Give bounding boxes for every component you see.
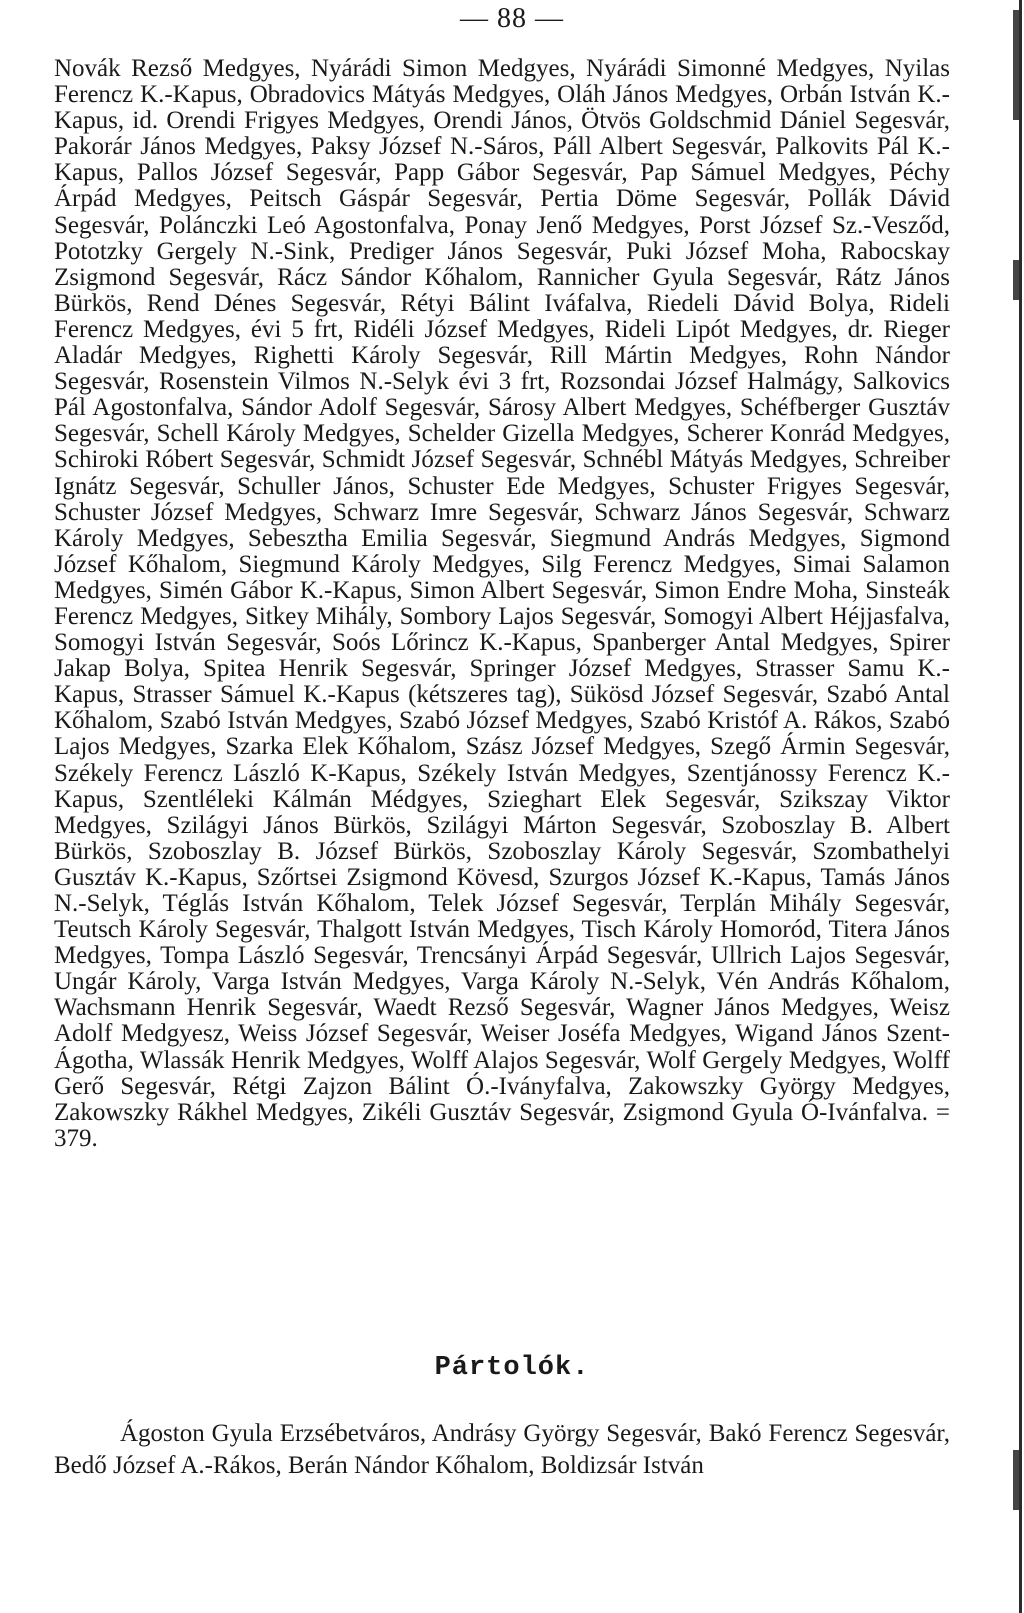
page-number: — 88 — <box>460 3 564 34</box>
page-edge-mark <box>1013 260 1019 300</box>
page-edge-line <box>1019 0 1022 1613</box>
members-list-paragraph: Novák Rezső Medgyes, Nyárádi Simon Medgyes, Nyárádi Simonné Medgyes, Nyilas Ferencz K.-Kapus, Obradovics Mátyás Medgyes, Oláh János Medgyes, Orbán István K.-Kapus, id. Orendi Frigyes Medgyes, Orendi János, Ötvös Goldschmid Dániel Segesvár, Pakorár János Medgyes, Paksy József N.-Sáros, Páll Albert Segesvár, Palkovits Pál K.-Kapus, Pallos József Segesvár, Papp Gábor Segesvár, Pap Sámuel Medgyes, Péchy Árpád Medgyes, Peitsch Gáspár Segesvár, Pertia Döme Segesvár, Pollák Dávid Segesvár, Polánczki Leó Agostonfalva, Ponay Jenő Medgyes, Porst József Sz.-Vesződ, Pototzky Gergely N.-Sink, Prediger János Segesvár, Puki József Moha, Rabocskay Zsigmond Segesvár, Rácz Sándor Kőhalom, Rannicher Gyula Segesvár, Rátz János Bürkös, Rend Dénes Segesvár, Rétyi Bálint Iváfalva, Riedeli Dávid Bolya, Rideli Ferencz Medgyes, évi 5 frt, Ridéli József Medgyes, Rideli Lipót Medgyes, dr. Rieger Aladár Medgyes, Righetti Károly Segesvár, Rill Mártin Medgyes, Rohn Nándor Segesvár, Rosenstein Vilmos N.-Selyk évi 3 frt, Rozsondai József Halmágy, Salkovics Pál Agostonfalva, Sándor Adolf Segesvár, Sárosy Albert Medgyes, Schéfberger Gusztáv Segesvár, Schell Károly Medgyes, Schelder Gizella Medgyes, Scherer Konrád Medgyes, Schiroki Róbert Segesvár, Schmidt József Segesvár, Schnébl Mátyás Medgyes, Schreiber Ignátz Segesvár, Schuller János, Schuster Ede Medgyes, Schuster Frigyes Segesvár, Schuster József Medgyes, Schwarz Imre Segesvár, Schwarz János Segesvár, Schwarz Károly Medgyes, Sebesztha Emilia Segesvár, Siegmund András Medgyes, Sigmond József Kőhalom, Siegmund Károly Medgyes, Silg Ferencz Medgyes, Simai Salamon Medgyes, Simén Gábor K.-Kapus, Simon Albert Segesvár, Simon Endre Moha, Sinsteák Ferencz Medgyes, Sitkey Mihály, Sombory Lajos Segesvár, Somogyi Albert Héjjasfalva, Somogyi István Segesvár, Soós Lőrincz K.-Kapus, Spanberger Antal Medgyes, Spirer Jakap Bolya, Spitea Henrik Segesvár, Springer József Medgyes, Strasser Samu K.-Kapus, Strasser Sámuel K.-Kapus (kétszeres tag), Sükösd József Segesvár, Szabó Antal Kőhalom, Szabó István Medgyes, Szabó József Medgyes, Szabó Kristóf A. Rákos, Szabó Lajos Medgyes, Szarka Elek Kőhalom, Szász József Medgyes, Szegő Ármin Segesvár, Székely Ferencz László K-Kapus, Székely István Medgyes, Szentjánossy Ferencz K.-Kapus, Szentléleki Kálmán Médgyes, Szieghart Elek Segesvár, Szikszay Viktor Medgyes, Szilágyi János Bürkös, Szilágyi Márton Segesvár, Szoboszlay B. Albert Bürkös, Szoboszlay B. József Bürkös, Szoboszlay Károly Segesvár, Szombathelyi Gusztáv K.-Kapus, Szőrtsei Zsigmond Kövesd, Szurgos József K.-Kapus, Tamás János N.-Selyk, Téglás István Kőhalom, Telek József Segesvár, Terplán Mihály Segesvár, Teutsch Károly Segesvár, Thalgott István Medgyes, Tisch Károly Homoród, Titera János Medgyes, Tompa László Segesvár, Trencsányi Árpád Segesvár, Ullrich Lajos Segesvár, Ungár Károly, Varga István Medgyes, Varga Károly N.-Selyk, Vén András Kőhalom, Wachsmann Henrik Segesvár, Waedt Rezső Segesvár, Wagner János Medgyes, Weisz Adolf Medgyesz, Weiss József Segesvár, Weiser Joséfa Medgyes, Wigand János Szent-Ágotha, Wlassák Henrik Medgyes, Wolff Alajos Segesvár, Wolf Gergely Medgyes, Wolff Gerő Segesvár, Rétgi Zajzon Bálint Ó.-Iványfalva, Zakowszky György Medgyes, Zakowszky Rákhel Medgyes, Zikéli Gusztáv Segesvár, Zsigmond Gyula Ó-Ivánfalva. = 379. <box>54 55 950 1152</box>
page-edge-mark <box>1013 1450 1019 1510</box>
page-edge-mark <box>1013 10 1019 120</box>
section-heading-partolok: Pártolók. <box>434 1353 590 1383</box>
supporters-list-paragraph: Ágoston Gyula Erzsébetváros, Andrásy György Segesvár, Bakó Ferencz Segesvár, Bedő József A.-Rákos, Berán Nándor Kőhalom, Boldizsár István <box>54 1420 950 1479</box>
